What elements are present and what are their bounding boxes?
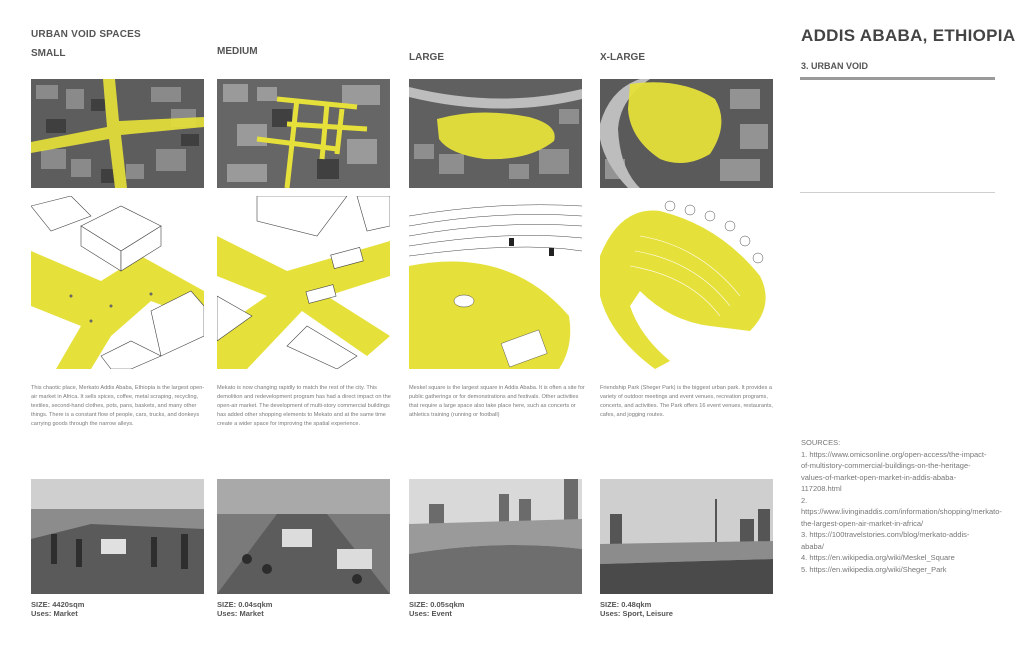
street-photo-small bbox=[31, 479, 204, 594]
uses-value: Uses: Sport, Leisure bbox=[600, 609, 673, 618]
city-title: ADDIS ABABA, ETHIOPIA bbox=[801, 26, 1016, 45]
aerial-map-small bbox=[31, 79, 204, 188]
sources-list bbox=[801, 437, 1002, 575]
stats-xlarge bbox=[600, 600, 673, 618]
street-photo-xlarge bbox=[600, 479, 773, 594]
column-title-medium: MEDIUM bbox=[217, 46, 258, 57]
size-value: SIZE: 0.04sqkm bbox=[217, 600, 273, 609]
description-small: This chaotic place, Merkato Addis Ababa, Ethiopia is the largest open-air market in Africa. It sells spices, coffee, metal scraping, recycling, textiles, second-hand clothes, pots, pans, baskets, and many other things. There is a constant flow of people, cars, trucks, and donkeys carrying goods through the narrow alleys. bbox=[31, 385, 205, 427]
size-value: SIZE: 0.05sqkm bbox=[409, 600, 465, 609]
stats-large bbox=[409, 600, 464, 618]
column-title-small: SMALL bbox=[31, 48, 66, 59]
axonometric-drawing-large bbox=[409, 196, 582, 369]
column-title-large: LARGE bbox=[409, 52, 444, 63]
divider-rule bbox=[800, 192, 995, 193]
stats-medium bbox=[217, 600, 272, 618]
source-item: 1. https://www.omicsonline.org/open-access/the-impact-of-multistory-commercial-buildings-on-the-heritage-values-of-market-open-market-in-addis-ababa-117208.html bbox=[801, 449, 987, 493]
sources-heading: SOURCES: bbox=[801, 438, 841, 447]
source-item: 2. https://www.livinginaddis.com/information/shopping/merkato-the-largest-open-air-market-in-africa/ bbox=[801, 495, 1002, 528]
street-photo-large bbox=[409, 479, 582, 594]
source-item: 3. https://100travelstories.com/blog/merkato-addis-ababa/ bbox=[801, 530, 970, 551]
section-title: URBAN VOID SPACES bbox=[31, 29, 141, 40]
stats-small bbox=[31, 600, 84, 618]
uses-value: Uses: Market bbox=[31, 609, 78, 618]
aerial-map-xlarge bbox=[600, 79, 773, 188]
description-large: Meskel square is the largest square in Addis Ababa. It is often a site for public gatherings or for demonstrations and festivals. Other activities that require a large space also take place here, such as concerts or athletics training (running or football) bbox=[409, 385, 585, 418]
source-item: 5. https://en.wikipedia.org/wiki/Sheger_Park bbox=[801, 564, 947, 574]
axonometric-drawing-xlarge bbox=[600, 196, 773, 369]
size-value: SIZE: 4420sqm bbox=[31, 600, 85, 609]
axonometric-drawing-small bbox=[31, 196, 204, 369]
street-photo-medium bbox=[217, 479, 390, 594]
description-xlarge: Friendship Park (Sheger Park) is the biggest urban park. It provides a variety of outdoor meetings and event venues, recreation programs, concerts, and activities. The Park offers 16 event venues, restaurants, cafes, and jogging routes. bbox=[600, 385, 773, 418]
axonometric-drawing-medium bbox=[217, 196, 390, 369]
aerial-map-large bbox=[409, 79, 582, 188]
column-title-xlarge: X-LARGE bbox=[600, 52, 645, 63]
description-medium: Mekato is now changing rapidly to match the rest of the city. This demolition and redevelopment program has had a direct impact on the open-air market. The development of multi-story commercial buildings has added other shopping elements to Mekato and at the same time create a wider space for improving the spatial experience. bbox=[217, 385, 391, 427]
uses-value: Uses: Market bbox=[217, 609, 264, 618]
aerial-map-medium bbox=[217, 79, 390, 188]
uses-value: Uses: Event bbox=[409, 609, 452, 618]
source-item: 4. https://en.wikipedia.org/wiki/Meskel_Square bbox=[801, 553, 955, 562]
section-subtitle: 3. URBAN VOID bbox=[801, 61, 869, 71]
size-value: SIZE: 0.48qkm bbox=[600, 600, 652, 609]
heading-rule bbox=[800, 77, 995, 80]
